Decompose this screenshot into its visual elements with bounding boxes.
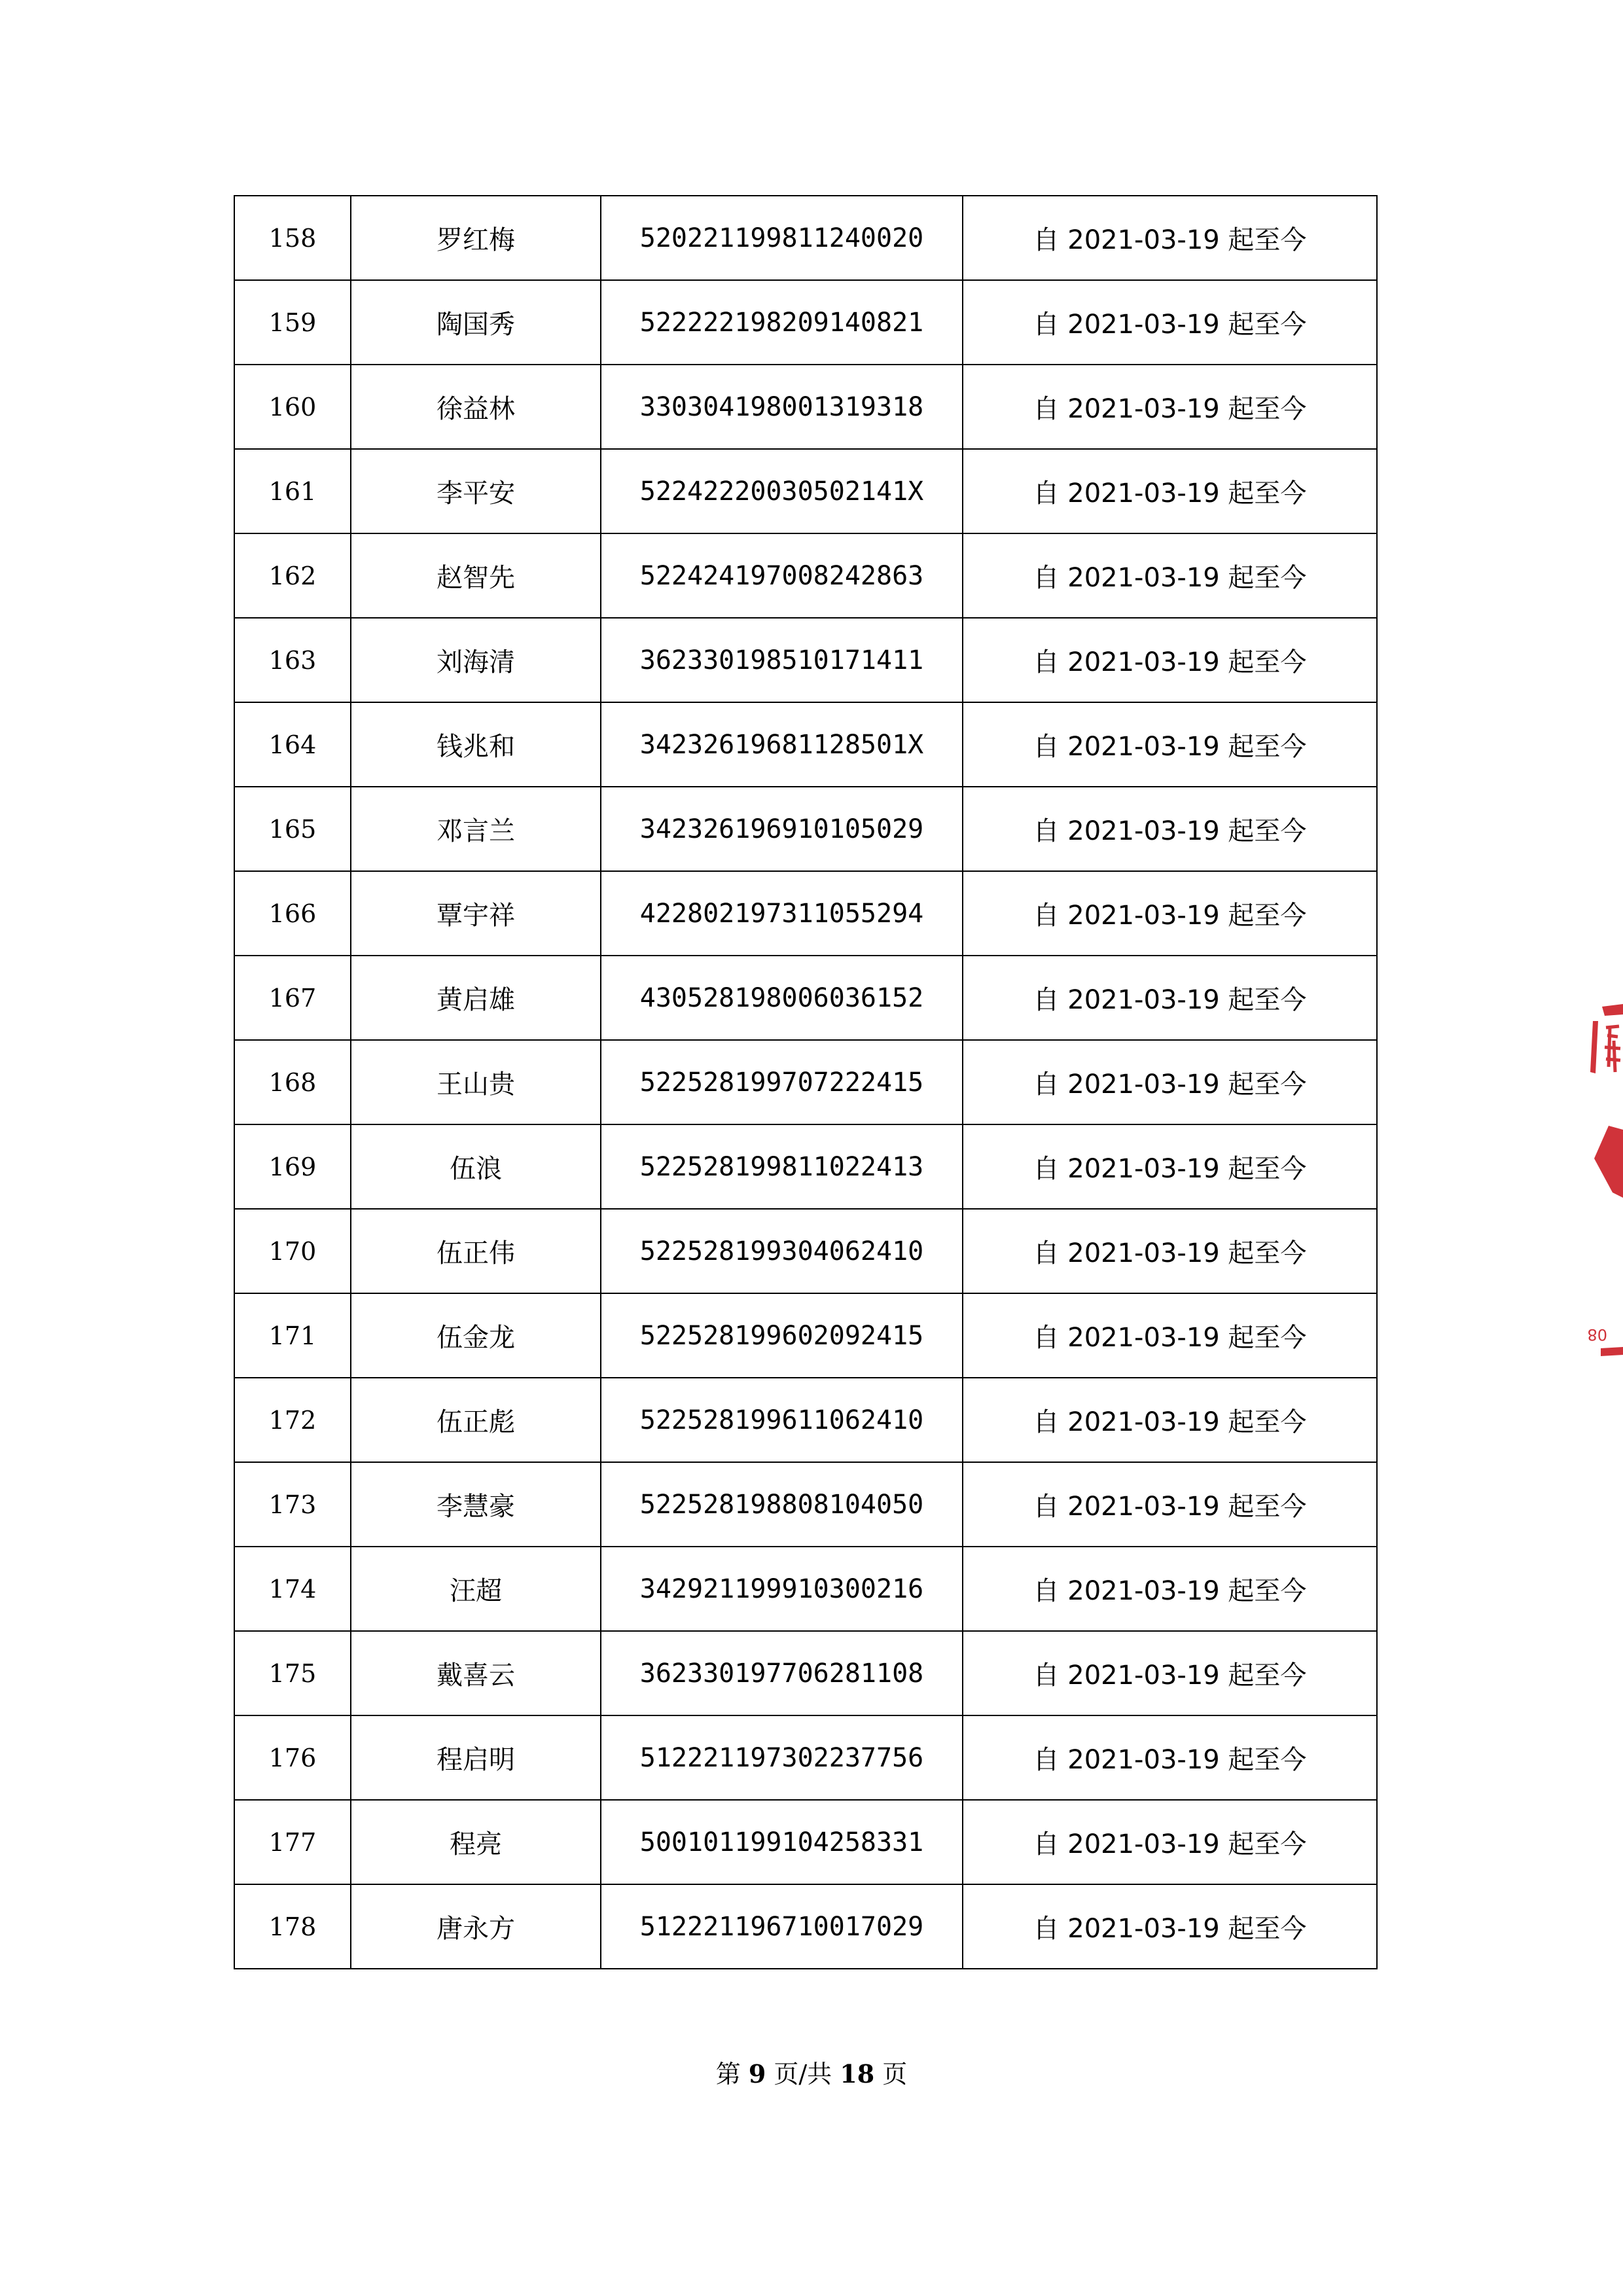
row-number-cell: 177 bbox=[234, 1800, 351, 1884]
period-cell: 自 2021-03-19 起至今 bbox=[963, 449, 1377, 533]
row-number-cell: 178 bbox=[234, 1884, 351, 1969]
footer-current-page: 9 bbox=[748, 2059, 766, 2089]
table-row bbox=[234, 1209, 1377, 1293]
id-number-cell: 522528199707222415 bbox=[601, 1040, 963, 1124]
table-row bbox=[234, 871, 1377, 956]
name-cell: 赵智先 bbox=[351, 533, 601, 618]
footer-total-pages: 18 bbox=[840, 2059, 875, 2089]
period-cell: 自 2021-03-19 起至今 bbox=[963, 1209, 1377, 1293]
name-cell: 罗红梅 bbox=[351, 196, 601, 280]
table-row bbox=[234, 533, 1377, 618]
table-row bbox=[234, 1293, 1377, 1378]
name-cell: 刘海清 bbox=[351, 618, 601, 702]
period-cell: 自 2021-03-19 起至今 bbox=[963, 1631, 1377, 1715]
name-cell: 程启明 bbox=[351, 1715, 601, 1800]
id-number-cell: 512221196710017029 bbox=[601, 1884, 963, 1969]
row-number-cell: 174 bbox=[234, 1547, 351, 1631]
table-row bbox=[234, 1547, 1377, 1631]
period-cell: 自 2021-03-19 起至今 bbox=[963, 1884, 1377, 1969]
name-cell: 伍正伟 bbox=[351, 1209, 601, 1293]
period-cell: 自 2021-03-19 起至今 bbox=[963, 1378, 1377, 1462]
name-cell: 唐永方 bbox=[351, 1884, 601, 1969]
period-cell: 自 2021-03-19 起至今 bbox=[963, 618, 1377, 702]
id-number-cell: 500101199104258331 bbox=[601, 1800, 963, 1884]
table-row bbox=[234, 787, 1377, 871]
period-cell: 自 2021-03-19 起至今 bbox=[963, 1715, 1377, 1800]
name-cell: 王山贵 bbox=[351, 1040, 601, 1124]
table-row bbox=[234, 1040, 1377, 1124]
id-number-cell: 522424197008242863 bbox=[601, 533, 963, 618]
table-row bbox=[234, 702, 1377, 787]
name-cell: 伍金龙 bbox=[351, 1293, 601, 1378]
id-number-cell: 512221197302237756 bbox=[601, 1715, 963, 1800]
table-row bbox=[234, 956, 1377, 1040]
id-number-cell: 342326196910105029 bbox=[601, 787, 963, 871]
row-number-cell: 160 bbox=[234, 365, 351, 449]
period-cell: 自 2021-03-19 起至今 bbox=[963, 280, 1377, 365]
id-number-cell: 342921199910300216 bbox=[601, 1547, 963, 1631]
id-number-cell: 522528199602092415 bbox=[601, 1293, 963, 1378]
id-number-cell: 520221199811240020 bbox=[601, 196, 963, 280]
footer-prefix: 第 bbox=[715, 2060, 741, 2089]
id-number-cell: 52242220030502141X bbox=[601, 449, 963, 533]
period-cell: 自 2021-03-19 起至今 bbox=[963, 1293, 1377, 1378]
period-cell: 自 2021-03-19 起至今 bbox=[963, 1547, 1377, 1631]
name-cell: 伍浪 bbox=[351, 1124, 601, 1209]
table-row bbox=[234, 365, 1377, 449]
period-cell: 自 2021-03-19 起至今 bbox=[963, 702, 1377, 787]
table-row bbox=[234, 1800, 1377, 1884]
name-cell: 覃宇祥 bbox=[351, 871, 601, 956]
period-cell: 自 2021-03-19 起至今 bbox=[963, 1124, 1377, 1209]
period-cell: 自 2021-03-19 起至今 bbox=[963, 871, 1377, 956]
name-cell: 李慧豪 bbox=[351, 1462, 601, 1547]
page-footer bbox=[0, 2054, 1623, 2090]
id-number-cell: 362330197706281108 bbox=[601, 1631, 963, 1715]
period-cell: 自 2021-03-19 起至今 bbox=[963, 1462, 1377, 1547]
id-number-cell: 522528199304062410 bbox=[601, 1209, 963, 1293]
id-number-cell: 330304198001319318 bbox=[601, 365, 963, 449]
row-number-cell: 161 bbox=[234, 449, 351, 533]
name-cell: 程亮 bbox=[351, 1800, 601, 1884]
name-cell: 伍正彪 bbox=[351, 1378, 601, 1462]
table-row bbox=[234, 1715, 1377, 1800]
footer-middle: 页/共 bbox=[774, 2060, 832, 2089]
row-number-cell: 162 bbox=[234, 533, 351, 618]
roster-table bbox=[234, 195, 1378, 1969]
roster-body bbox=[234, 196, 1377, 1969]
row-number-cell: 173 bbox=[234, 1462, 351, 1547]
id-number-cell: 422802197311055294 bbox=[601, 871, 963, 956]
id-number-cell: 522528199811022413 bbox=[601, 1124, 963, 1209]
table-row bbox=[234, 449, 1377, 533]
row-number-cell: 167 bbox=[234, 956, 351, 1040]
name-cell: 汪超 bbox=[351, 1547, 601, 1631]
row-number-cell: 170 bbox=[234, 1209, 351, 1293]
id-number-cell: 34232619681128501X bbox=[601, 702, 963, 787]
id-number-cell: 522528199611062410 bbox=[601, 1378, 963, 1462]
period-cell: 自 2021-03-19 起至今 bbox=[963, 533, 1377, 618]
id-number-cell: 522528198808104050 bbox=[601, 1462, 963, 1547]
table-row bbox=[234, 280, 1377, 365]
period-cell: 自 2021-03-19 起至今 bbox=[963, 196, 1377, 280]
row-number-cell: 169 bbox=[234, 1124, 351, 1209]
period-cell: 自 2021-03-19 起至今 bbox=[963, 956, 1377, 1040]
table-row bbox=[234, 1378, 1377, 1462]
row-number-cell: 175 bbox=[234, 1631, 351, 1715]
row-number-cell: 158 bbox=[234, 196, 351, 280]
table-row bbox=[234, 1124, 1377, 1209]
row-number-cell: 159 bbox=[234, 280, 351, 365]
row-number-cell: 171 bbox=[234, 1293, 351, 1378]
period-cell: 自 2021-03-19 起至今 bbox=[963, 787, 1377, 871]
seal-stamp-fragment bbox=[1576, 1001, 1623, 1368]
period-cell: 自 2021-03-19 起至今 bbox=[963, 365, 1377, 449]
table-row bbox=[234, 618, 1377, 702]
name-cell: 邓言兰 bbox=[351, 787, 601, 871]
period-cell: 自 2021-03-19 起至今 bbox=[963, 1040, 1377, 1124]
svg-text:08: 08 bbox=[1587, 1325, 1607, 1344]
row-number-cell: 176 bbox=[234, 1715, 351, 1800]
row-number-cell: 164 bbox=[234, 702, 351, 787]
table-row bbox=[234, 1884, 1377, 1969]
name-cell: 黄启雄 bbox=[351, 956, 601, 1040]
row-number-cell: 165 bbox=[234, 787, 351, 871]
footer-suffix: 页 bbox=[882, 2060, 908, 2089]
row-number-cell: 168 bbox=[234, 1040, 351, 1124]
id-number-cell: 430528198006036152 bbox=[601, 956, 963, 1040]
id-number-cell: 522222198209140821 bbox=[601, 280, 963, 365]
row-number-cell: 172 bbox=[234, 1378, 351, 1462]
table-row bbox=[234, 1462, 1377, 1547]
name-cell: 戴喜云 bbox=[351, 1631, 601, 1715]
name-cell: 钱兆和 bbox=[351, 702, 601, 787]
table-row bbox=[234, 196, 1377, 280]
name-cell: 陶国秀 bbox=[351, 280, 601, 365]
id-number-cell: 362330198510171411 bbox=[601, 618, 963, 702]
period-cell: 自 2021-03-19 起至今 bbox=[963, 1800, 1377, 1884]
name-cell: 徐益林 bbox=[351, 365, 601, 449]
row-number-cell: 163 bbox=[234, 618, 351, 702]
row-number-cell: 166 bbox=[234, 871, 351, 956]
name-cell: 李平安 bbox=[351, 449, 601, 533]
table-row bbox=[234, 1631, 1377, 1715]
